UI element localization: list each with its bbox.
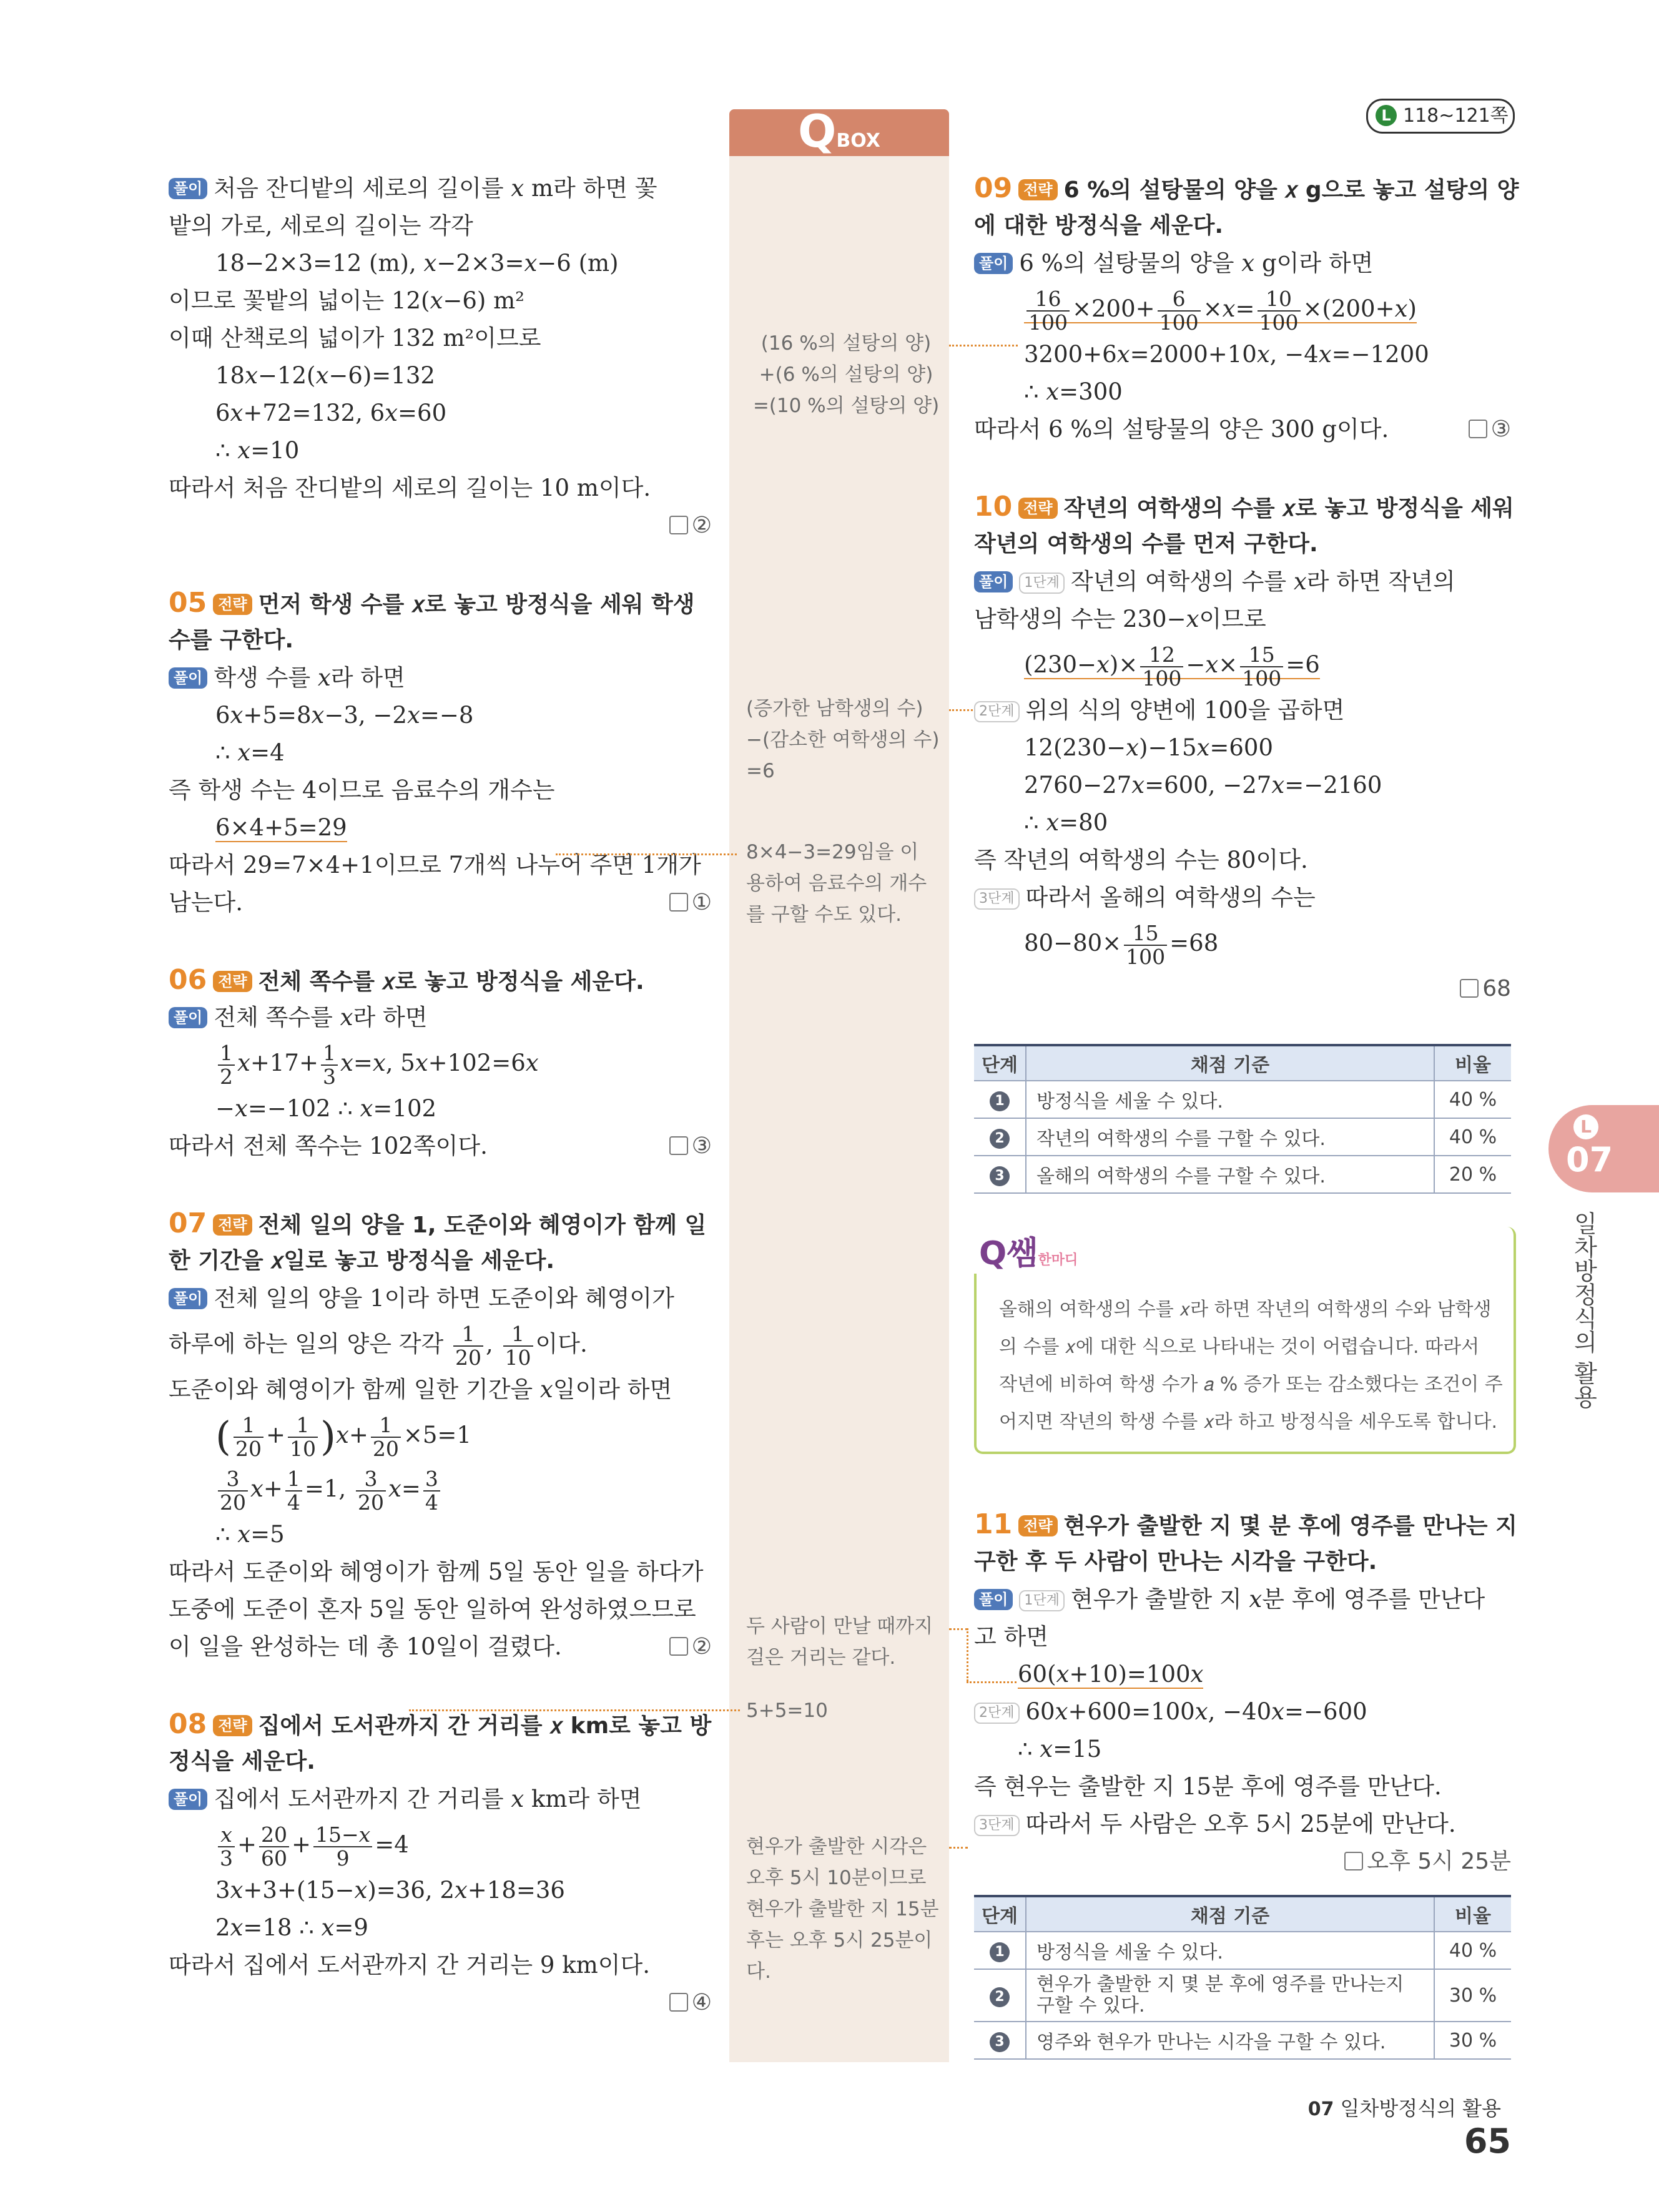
- step-number: 2: [990, 1129, 1010, 1149]
- strategy-badge: 전략: [213, 594, 252, 615]
- strategy-badge: 전략: [1018, 1515, 1057, 1536]
- answer-icon: [669, 1637, 688, 1656]
- p10-line-3: 위의 식의 양변에 100을 곱하면: [1025, 697, 1345, 724]
- answer-icon: [1469, 420, 1487, 438]
- p11-answer: 오후 5시 25분: [1344, 1843, 1511, 1880]
- p08-line-4: 따라서 집에서 도서관까지 간 거리는 9 km이다.: [169, 1952, 650, 1979]
- answer-icon: [669, 1136, 688, 1155]
- table-header: 비율: [1434, 1045, 1511, 1081]
- connector: [556, 853, 737, 855]
- p09-line-3: ∴ 𝑥=300: [1024, 378, 1123, 405]
- ratio: 30 %: [1434, 1969, 1511, 2022]
- p08-line-2: 3𝑥+3+(15−𝑥)=36, 2𝑥+18=36: [215, 1877, 565, 1904]
- strategy-badge: 전략: [1018, 498, 1057, 519]
- p04-line-9: 따라서 처음 잔디밭의 세로의 길이는 10 m이다.: [169, 474, 651, 501]
- table-row: [974, 1932, 1511, 1969]
- page-range: 118~121쪽: [1403, 105, 1509, 127]
- p04-line-7: 6𝑥+72=132, 6𝑥=60: [215, 400, 447, 426]
- p08-strategy-2: 정식을 세운다.: [169, 1749, 315, 1774]
- p05-line-3: ∴ 𝑥=4: [215, 739, 285, 766]
- strategy-badge: 전략: [213, 1214, 252, 1236]
- connector: [949, 1628, 968, 1630]
- p11-scoring-table: [974, 1895, 1511, 2060]
- page-footer: [1274, 2093, 1511, 2161]
- step-number: 2: [990, 1987, 1010, 2007]
- qbox-title: [729, 106, 949, 156]
- connector: [409, 1709, 740, 1711]
- p08-equation: $\frac{\text{𝑥}}{3}$ + $\frac{20}{60}$ + $\frac{\text{15−𝑥}}{9}$ =4: [169, 1818, 712, 1872]
- p05-number: 05: [169, 587, 207, 619]
- criterion: 올해의 여학생의 수를 구할 수 있다.: [1026, 1156, 1434, 1193]
- p04-line-5: 이때 산책로의 넓이가 132 m²이므로: [169, 325, 541, 351]
- chapter-tab-number: 07: [1566, 1140, 1613, 1179]
- p08-line-1: 집에서 도서관까지 간 거리를 𝑥 km라 하면: [214, 1786, 642, 1812]
- p06-line-2: −𝑥=−102 ∴ 𝑥=102: [215, 1095, 437, 1122]
- solution-badge: 풀이: [169, 667, 207, 689]
- p08-line-3: 2𝑥=18 ∴ 𝑥=9: [215, 1914, 368, 1941]
- solution-badge: 풀이: [169, 178, 207, 199]
- step-number: 3: [990, 2032, 1010, 2052]
- page-number: 65: [1464, 2121, 1511, 2161]
- answer-icon: [669, 1993, 688, 2012]
- step3-badge: 3단계: [974, 888, 1020, 910]
- step3-badge: 3단계: [974, 1815, 1020, 1836]
- p04-line-6: 18𝑥−12(𝑥−6)=132: [215, 362, 435, 389]
- p06-number: 06: [169, 964, 207, 996]
- chapter-tab-letter: L: [1573, 1114, 1598, 1139]
- left-column: [169, 170, 712, 2022]
- p05-answer: ①: [669, 884, 712, 922]
- p11-strategy-2: 구한 후 두 사람이 만나는 시각을 구한다.: [974, 1549, 1377, 1575]
- p05-line-6: 따라서 29=7×4+1이므로 7개씩 나누어 주면 1개가: [169, 852, 701, 878]
- ratio: 20 %: [1434, 1156, 1511, 1193]
- p07-number: 07: [169, 1207, 207, 1239]
- p07-line-8: 이 일을 완성하는 데 총 10일이 걸렸다.: [169, 1633, 562, 1660]
- table-header: 비율: [1434, 1896, 1511, 1932]
- criterion: 방정식을 세울 수 있다.: [1026, 1081, 1434, 1118]
- tip-text: 올해의 여학생의 수를 𝑥라 하면 작년의 여학생의 수와 남학생 의 수를 𝑥에 대한 식으로 나타내는 것이 어렵습니다. 따라서 작년에 비하여 학생 수가 𝑎 % 증가 또는 감소했다는 조건이 주 어지면 작년의 학생 수를 𝑥라 하고 방정식을 세우도록 합니다.: [999, 1299, 1503, 1433]
- ratio: 40 %: [1434, 1118, 1511, 1156]
- p10-scoring-table: [974, 1044, 1511, 1194]
- p11-line-5: ∴ 𝑥=15: [1018, 1736, 1102, 1762]
- step1-badge: 1단계: [1019, 573, 1065, 594]
- p09-equation: $\frac{16}{100}$ ×200+ $\frac{6}{100}$ ×𝑥= $\frac{10}{100}$ ×(200+𝑥): [974, 282, 1511, 336]
- p10-line-6: ∴ 𝑥=80: [1024, 809, 1108, 836]
- p04-line-4: 이므로 꽃밭의 넓이는 12(𝑥−6) m²: [169, 287, 525, 314]
- p09-strategy: 6 %의 설탕물의 양을 𝑥 g으로 놓고 설탕의 양: [1063, 177, 1519, 203]
- p11-line-7: 따라서 두 사람은 오후 5시 25분에 만난다.: [1025, 1811, 1456, 1837]
- right-column-top: [974, 170, 1519, 1008]
- p06-line-1: 전체 쪽수를 𝑥라 하면: [214, 1004, 428, 1031]
- p07-answer: ②: [669, 1628, 712, 1666]
- p11-line-1: 현우가 출발한 지 𝑥분 후에 영주를 만난다: [1070, 1586, 1485, 1613]
- criterion: 영주와 현우가 만나는 시각을 구할 수 있다.: [1026, 2022, 1434, 2059]
- p07-line-1: 전체 일의 양을 1이라 하면 도준이와 혜영이가: [214, 1285, 674, 1312]
- step2-badge: 2단계: [974, 701, 1020, 722]
- connector: [949, 1847, 968, 1849]
- p07-line-7: 도중에 도준이 혼자 5일 동안 일하여 완성하였으므로: [169, 1596, 696, 1623]
- p04-line-2: 밭의 가로, 세로의 길이는 각각: [169, 212, 473, 239]
- qbox-note-drinks: 8×4−3=29임을 이 용하여 음료수의 개수 를 구할 수도 있다.: [746, 841, 927, 926]
- p08-strategy: 집에서 도서관까지 간 거리를 𝑥 km로 놓고 방: [258, 1713, 712, 1739]
- p06-answer: ③: [669, 1128, 712, 1165]
- table-header: 단계: [974, 1896, 1026, 1932]
- criterion: 방정식을 세울 수 있다.: [1026, 1932, 1434, 1969]
- p10-line-4: 12(230−𝑥)−15𝑥=600: [1024, 734, 1274, 761]
- table-header: 채점 기준: [1026, 1896, 1434, 1932]
- answer-icon: [669, 516, 688, 534]
- right-column-bottom: [974, 1506, 1517, 1880]
- answer-icon: [1344, 1852, 1363, 1870]
- p11-line-2: 고 하면: [974, 1623, 1048, 1650]
- qbox-title-box: BOX: [836, 130, 880, 152]
- ratio: 40 %: [1434, 1932, 1511, 1969]
- p10-answer: 68: [1460, 970, 1511, 1008]
- tip-title: Q쌤한마디: [974, 1227, 1083, 1274]
- p11-line-6: 즉 현우는 출발한 지 15분 후에 영주를 만난다.: [974, 1773, 1442, 1800]
- p04-answer: ②: [669, 507, 712, 544]
- step2-badge: 2단계: [974, 1703, 1020, 1724]
- p11-number: 11: [974, 1508, 1013, 1540]
- p09-line-1: 6 %의 설탕물의 양을 𝑥 g이라 하면: [1019, 250, 1374, 277]
- p10-line-1: 작년의 여학생의 수를 𝑥라 하면 작년의: [1070, 568, 1455, 595]
- p07-line-5: ∴ 𝑥=5: [215, 1521, 285, 1548]
- p06-line-3: 따라서 전체 쪽수는 102쪽이다.: [169, 1133, 488, 1159]
- qbox-note-students: (증가한 남학생의 수) −(감소한 여학생의 수) =6: [746, 697, 940, 782]
- solution-badge: 풀이: [974, 571, 1013, 592]
- p04-line-3: 18−2×3=12 (m), 𝑥−2×3=𝑥−6 (m): [215, 250, 619, 277]
- solution-badge: 풀이: [169, 1789, 207, 1810]
- p08-number: 08: [169, 1708, 207, 1740]
- footer-chapter: 07: [1307, 2098, 1334, 2120]
- p06-equation: $\frac{1}{2}$ 𝑥+17+ $\frac{1}{3}$ 𝑥=𝑥, 5𝑥+102=6𝑥: [169, 1036, 712, 1090]
- step1-badge: 1단계: [1019, 1590, 1065, 1611]
- p09-answer: ③: [1469, 411, 1511, 448]
- qbox-note-sugar: (16 %의 설탕의 양) +(6 %의 설탕의 양) =(10 %의 설탕의 양): [752, 332, 940, 417]
- p07-equation-1: ( $\frac{1}{20}$ + $\frac{1}{10}$ )𝑥+ $\frac{1}{20}$ ×5=1: [215, 1412, 471, 1461]
- p05-strategy-2: 수를 구한다.: [169, 627, 294, 653]
- p04-line-8: ∴ 𝑥=10: [215, 437, 300, 464]
- solution-badge: 풀이: [974, 1589, 1013, 1610]
- footer-title: 일차방정식의 활용: [1340, 2096, 1501, 2120]
- p07-strategy-2: 한 기간을 𝑥일로 놓고 방정식을 세운다.: [169, 1248, 555, 1274]
- p05-strategy: 먼저 학생 수를 𝑥로 놓고 방정식을 세워 학생: [258, 592, 695, 617]
- qbox-note-distance: 두 사람이 만날 때까지 걸은 거리는 같다.: [746, 1615, 933, 1669]
- page-reference: [1366, 99, 1515, 134]
- step-number: 3: [990, 1166, 1010, 1186]
- p07-line-4: 도준이와 혜영이가 함께 일한 기간을 𝑥일이라 하면: [169, 1376, 672, 1403]
- table-header: 채점 기준: [1026, 1045, 1434, 1081]
- qbox-column: [729, 134, 949, 2062]
- p08-answer: ④: [669, 1984, 712, 2022]
- qbox-note-days: 5+5=10: [746, 1699, 828, 1722]
- ratio: 30 %: [1434, 2022, 1511, 2059]
- strategy-badge: 전략: [213, 1715, 252, 1736]
- p05-line-7: 남는다.: [169, 889, 243, 916]
- p05-line-4: 즉 학생 수는 4이므로 음료수의 개수는: [169, 777, 555, 804]
- qbox-title-q: Q: [798, 105, 837, 157]
- answer-icon: [1460, 979, 1479, 998]
- p09-line-2: 3200+6𝑥=2000+10𝑥, −4𝑥=−1200: [1024, 341, 1429, 368]
- p09-strategy-2: 에 대한 방정식을 세운다.: [974, 213, 1224, 238]
- p06-strategy: 전체 쪽수를 𝑥로 놓고 방정식을 세운다.: [258, 969, 644, 995]
- p10-strategy-2: 작년의 여학생의 수를 먼저 구한다.: [974, 531, 1318, 557]
- strategy-badge: 전략: [1018, 179, 1057, 200]
- p05-line-2: 6𝑥+5=8𝑥−3, −2𝑥=−8: [215, 702, 474, 729]
- p05-line-1: 학생 수를 𝑥라 하면: [214, 664, 405, 691]
- criterion: 현우가 출발한 지 몇 분 후에 영주를 만나는지 구할 수 있다.: [1026, 1969, 1434, 2022]
- ref-badge: L: [1376, 105, 1397, 126]
- table-row: [974, 1969, 1511, 2022]
- solution-badge: 풀이: [974, 253, 1013, 274]
- p10-equation: (230−𝑥)× $\frac{12}{100}$ −𝑥× $\frac{15}{100}$ =6: [1024, 642, 1320, 691]
- table-row: [974, 1118, 1511, 1156]
- strategy-badge: 전략: [213, 971, 252, 992]
- p10-equation-2: 80−80× $\frac{15}{100}$ =68: [1024, 920, 1219, 969]
- p10-line-8: 따라서 올해의 여학생의 수는: [1025, 884, 1316, 911]
- table-header: 단계: [974, 1045, 1026, 1081]
- p10-line-7: 즉 작년의 여학생의 수는 80이다.: [974, 847, 1308, 873]
- step-number: 1: [990, 1942, 1010, 1962]
- solution-badge: 풀이: [169, 1288, 207, 1309]
- p10-strategy: 작년의 여학생의 수를 𝑥로 놓고 방정식을 세워: [1063, 496, 1514, 521]
- p04-line-1: 처음 잔디밭의 세로의 길이를 𝑥 m라 하면 꽃: [214, 175, 657, 202]
- step-number: 1: [990, 1091, 1010, 1111]
- connector: [967, 1628, 968, 1681]
- p05-line-5: 6×4+5=29: [215, 814, 347, 841]
- table-row: [974, 1156, 1511, 1193]
- p07-line-6: 따라서 도준이와 혜영이가 함께 5일 동안 일을 하다가: [169, 1558, 704, 1585]
- criterion: 작년의 여학생의 수를 구할 수 있다.: [1026, 1118, 1434, 1156]
- table-row: [974, 2022, 1511, 2059]
- p11-strategy: 현우가 출발한 지 몇 분 후에 영주를 만나는 지: [1063, 1513, 1517, 1539]
- p10-line-2: 남학생의 수는 230−𝑥이므로: [974, 606, 1266, 632]
- p10-number: 10: [974, 491, 1013, 523]
- p07-line-2: 하루에 하는 일의 양은 각각 $\frac{1}{20}$ , $\frac{1}{10}$ 이다.: [169, 1321, 588, 1370]
- p07-strategy: 전체 일의 양을 1, 도준이와 혜영이가 함께 일: [258, 1212, 707, 1238]
- table-row: [974, 1081, 1511, 1118]
- qbox-note-time: 현우가 출발한 시각은 오후 5시 10분이므로 현우가 출발한 지 15분 후는 오후 5시 25분이 다.: [746, 1836, 939, 1983]
- p11-line-4: 60𝑥+600=100𝑥, −40𝑥=−600: [1025, 1698, 1367, 1725]
- p09-line-4: 따라서 6 %의 설탕물의 양은 300 g이다.: [974, 416, 1389, 443]
- p11-line-3: 60(𝑥+10)=100𝑥: [1018, 1661, 1204, 1688]
- answer-icon: [669, 893, 688, 912]
- p07-equation-2: $\frac{3}{20}$ 𝑥+ $\frac{1}{4}$ =1, $\frac{3}{20}$ 𝑥= $\frac{3}{4}$: [169, 1462, 712, 1516]
- p09-number: 09: [974, 172, 1013, 204]
- ratio: 40 %: [1434, 1081, 1511, 1118]
- solution-badge: 풀이: [169, 1007, 207, 1028]
- chapter-tab-label: 일차방정식의 활용: [1570, 1211, 1597, 1409]
- p10-line-5: 2760−27𝑥=600, −27𝑥=−2160: [1024, 772, 1382, 799]
